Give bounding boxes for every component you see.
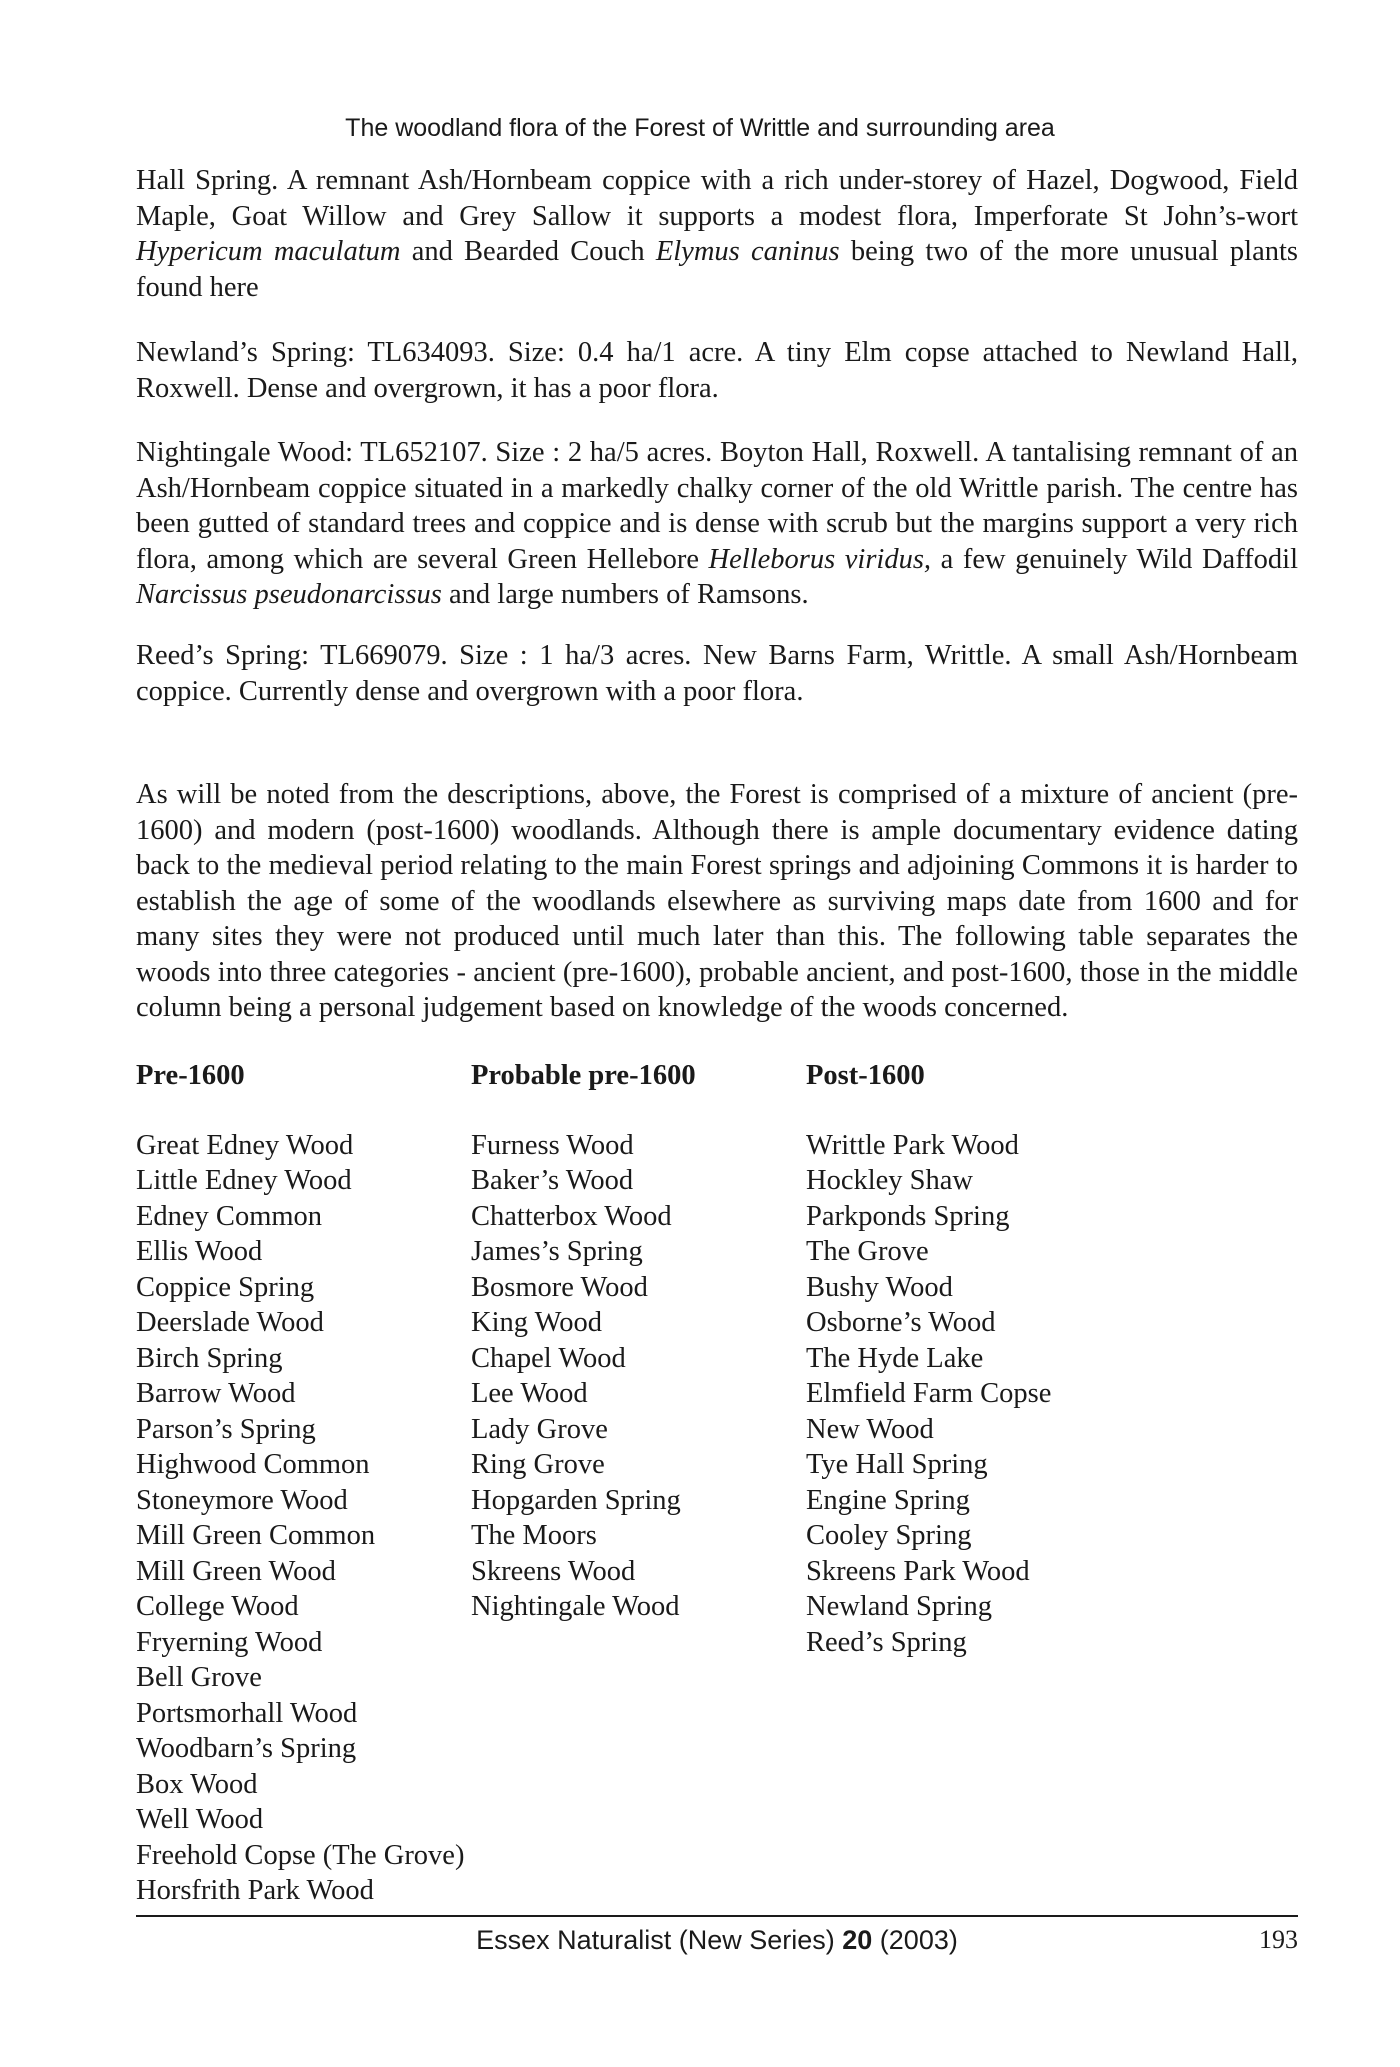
wood-name: Parson’s Spring xyxy=(136,1413,316,1445)
species-name: Elymus caninus xyxy=(655,236,840,267)
wood-name: Bosmore Wood xyxy=(471,1271,648,1303)
text: a few genuinely Wild Daffodil xyxy=(931,543,1298,575)
wood-name: Writtle Park Wood xyxy=(806,1129,1019,1161)
wood-name: Chatterbox Wood xyxy=(471,1200,672,1232)
column-header: Post-1600 xyxy=(806,1060,925,1091)
wood-name: Edney Common xyxy=(136,1200,323,1232)
species-name: Narcissus pseudonarcissus xyxy=(136,579,442,610)
wood-name: Parkponds Spring xyxy=(806,1200,1010,1232)
paragraph-newlands-spring: Newland’s Spring: TL634093. Size: 0.4 ha/1 acre. A tiny Elm copse attached to Newland Hall, Roxwell. Dense and overgrown, it has a poor flora. xyxy=(136,337,1298,404)
wood-name: Deerslade Wood xyxy=(136,1307,324,1338)
wood-name: Tye Hall Spring xyxy=(806,1449,988,1480)
journal-title: Essex Naturalist (New Series) xyxy=(476,1925,843,1955)
running-head: The woodland flora of the Forest of Writtle and surrounding area xyxy=(345,114,1055,142)
column-probable-pre-1600 xyxy=(471,1058,696,1625)
paragraph-reeds-spring: Reed’s Spring: TL669079. Size : 1 ha/3 acres. New Barns Farm, Writtle. A small Ash/Hornbeam coppice. Currently dense and overgrown with a poor flora. xyxy=(136,640,1298,707)
wood-name: Elmfield Farm Copse xyxy=(806,1378,1052,1409)
journal-year: (2003) xyxy=(872,1925,958,1955)
wood-name: Portsmorhall Wood xyxy=(136,1697,358,1729)
wood-name: Stoneymore Wood xyxy=(136,1484,348,1516)
wood-name: Hopgarden Spring xyxy=(471,1484,681,1516)
wood-name: Horsfrith Park Wood xyxy=(136,1875,374,1906)
text: and Bearded Couch xyxy=(400,236,656,267)
footer xyxy=(136,1925,1298,1961)
wood-name: Engine Spring xyxy=(806,1484,970,1516)
wood-name: Baker’s Wood xyxy=(471,1165,634,1196)
species-name: Helleborus viridus, xyxy=(708,543,932,575)
wood-name: Ring Grove xyxy=(471,1449,605,1480)
text: and large numbers of Ramsons. xyxy=(441,579,809,610)
wood-name: Lee Wood xyxy=(471,1378,588,1409)
wood-name: The Hyde Lake xyxy=(806,1342,984,1374)
wood-name: Bell Grove xyxy=(136,1662,262,1693)
text: Hall Spring. A remnant Ash/Hornbeam coppice with a rich under-storey of Hazel, Dogwood, Field Maple, Goat Willow and Grey Sallow it supports a modest flora, Imperforate St John’s-wort xyxy=(136,165,1298,232)
wood-name: Skreens Park Wood xyxy=(806,1555,1030,1587)
wood-name: Fryerning Wood xyxy=(136,1626,323,1658)
wood-name: King Wood xyxy=(471,1307,602,1338)
wood-name: Chapel Wood xyxy=(471,1342,626,1374)
wood-name: The Grove xyxy=(806,1236,929,1267)
wood-name: Bushy Wood xyxy=(806,1271,953,1303)
wood-name: Barrow Wood xyxy=(136,1378,296,1409)
column-header: Probable pre-1600 xyxy=(471,1060,696,1091)
wood-list xyxy=(806,1128,1051,1661)
wood-name: Great Edney Wood xyxy=(136,1129,354,1161)
wood-name: Furness Wood xyxy=(471,1129,634,1161)
wood-name: Freehold Copse (The Grove) xyxy=(136,1839,465,1871)
wood-name: College Wood xyxy=(136,1591,299,1622)
wood-name: Mill Green Common xyxy=(136,1520,376,1551)
text: Nightingale Wood: TL652107. Size : 2 ha/5 acres. Boyton Hall, Roxwell. A tantalising remnant of an Ash/Hornbeam coppice situated in a markedly chalky corner of the old Writtle parish. The centre has been gutted of standard trees and coppice and is dense with scrub but the margins support a very rich flora, among which are several Green Hellebore xyxy=(136,437,1298,575)
wood-name: Reed’s Spring xyxy=(806,1626,967,1658)
column-header: Pre-1600 xyxy=(136,1060,245,1091)
wood-name: Lady Grove xyxy=(471,1413,608,1445)
wood-name: Birch Spring xyxy=(136,1342,283,1374)
wood-name: The Moors xyxy=(471,1520,597,1551)
wood-name: Little Edney Wood xyxy=(136,1165,352,1196)
wood-name: Newland Spring xyxy=(806,1591,993,1622)
species-name: Hypericum maculatum xyxy=(136,236,401,267)
wood-name: New Wood xyxy=(806,1413,934,1445)
wood-list xyxy=(136,1128,464,1909)
wood-name: Box Wood xyxy=(136,1768,258,1800)
wood-list xyxy=(471,1128,696,1625)
wood-name: Well Wood xyxy=(136,1804,264,1835)
wood-name: Highwood Common xyxy=(136,1449,370,1480)
wood-name: James’s Spring xyxy=(471,1236,643,1267)
paragraph-summary: As will be noted from the descriptions, above, the Forest is comprised of a mixture of ancient (pre-1600) and modern (post-1600) woodlands. Although there is ample documentary evidence dating back to the medieval period relating to the main Forest springs and adjoining Commons it is harder to establish the age of some of the woodlands elsewhere as surviving maps date from 1600 and for many sites they were not produced until much later than this. The following table separates the woods into three categories - ancient (pre-1600), probable ancient, and post-1600, those in the middle column being a personal judgement based on knowledge of the woods concerned. xyxy=(136,779,1298,1023)
volume-number: 20 xyxy=(842,1925,873,1955)
page-number: 193 xyxy=(1259,1925,1298,1954)
wood-name: Woodbarn’s Spring xyxy=(136,1733,357,1764)
wood-name: Ellis Wood xyxy=(136,1236,263,1267)
paragraph-hall-spring xyxy=(136,163,1298,305)
journal-citation xyxy=(136,1925,1298,1956)
wood-name: Nightingale Wood xyxy=(471,1591,680,1622)
wood-name: Osborne’s Wood xyxy=(806,1307,996,1338)
text: being two of the more unusual plants found here xyxy=(136,236,1299,303)
column-post-1600 xyxy=(806,1058,1051,1660)
wood-name: Mill Green Wood xyxy=(136,1555,336,1587)
column-pre-1600 xyxy=(136,1058,464,1909)
footer-rule xyxy=(136,1915,1298,1917)
wood-name: Coppice Spring xyxy=(136,1271,315,1303)
paragraph-nightingale-wood xyxy=(136,435,1298,613)
wood-name: Skreens Wood xyxy=(471,1555,636,1587)
wood-name: Cooley Spring xyxy=(806,1520,972,1551)
wood-name: Hockley Shaw xyxy=(806,1165,974,1196)
